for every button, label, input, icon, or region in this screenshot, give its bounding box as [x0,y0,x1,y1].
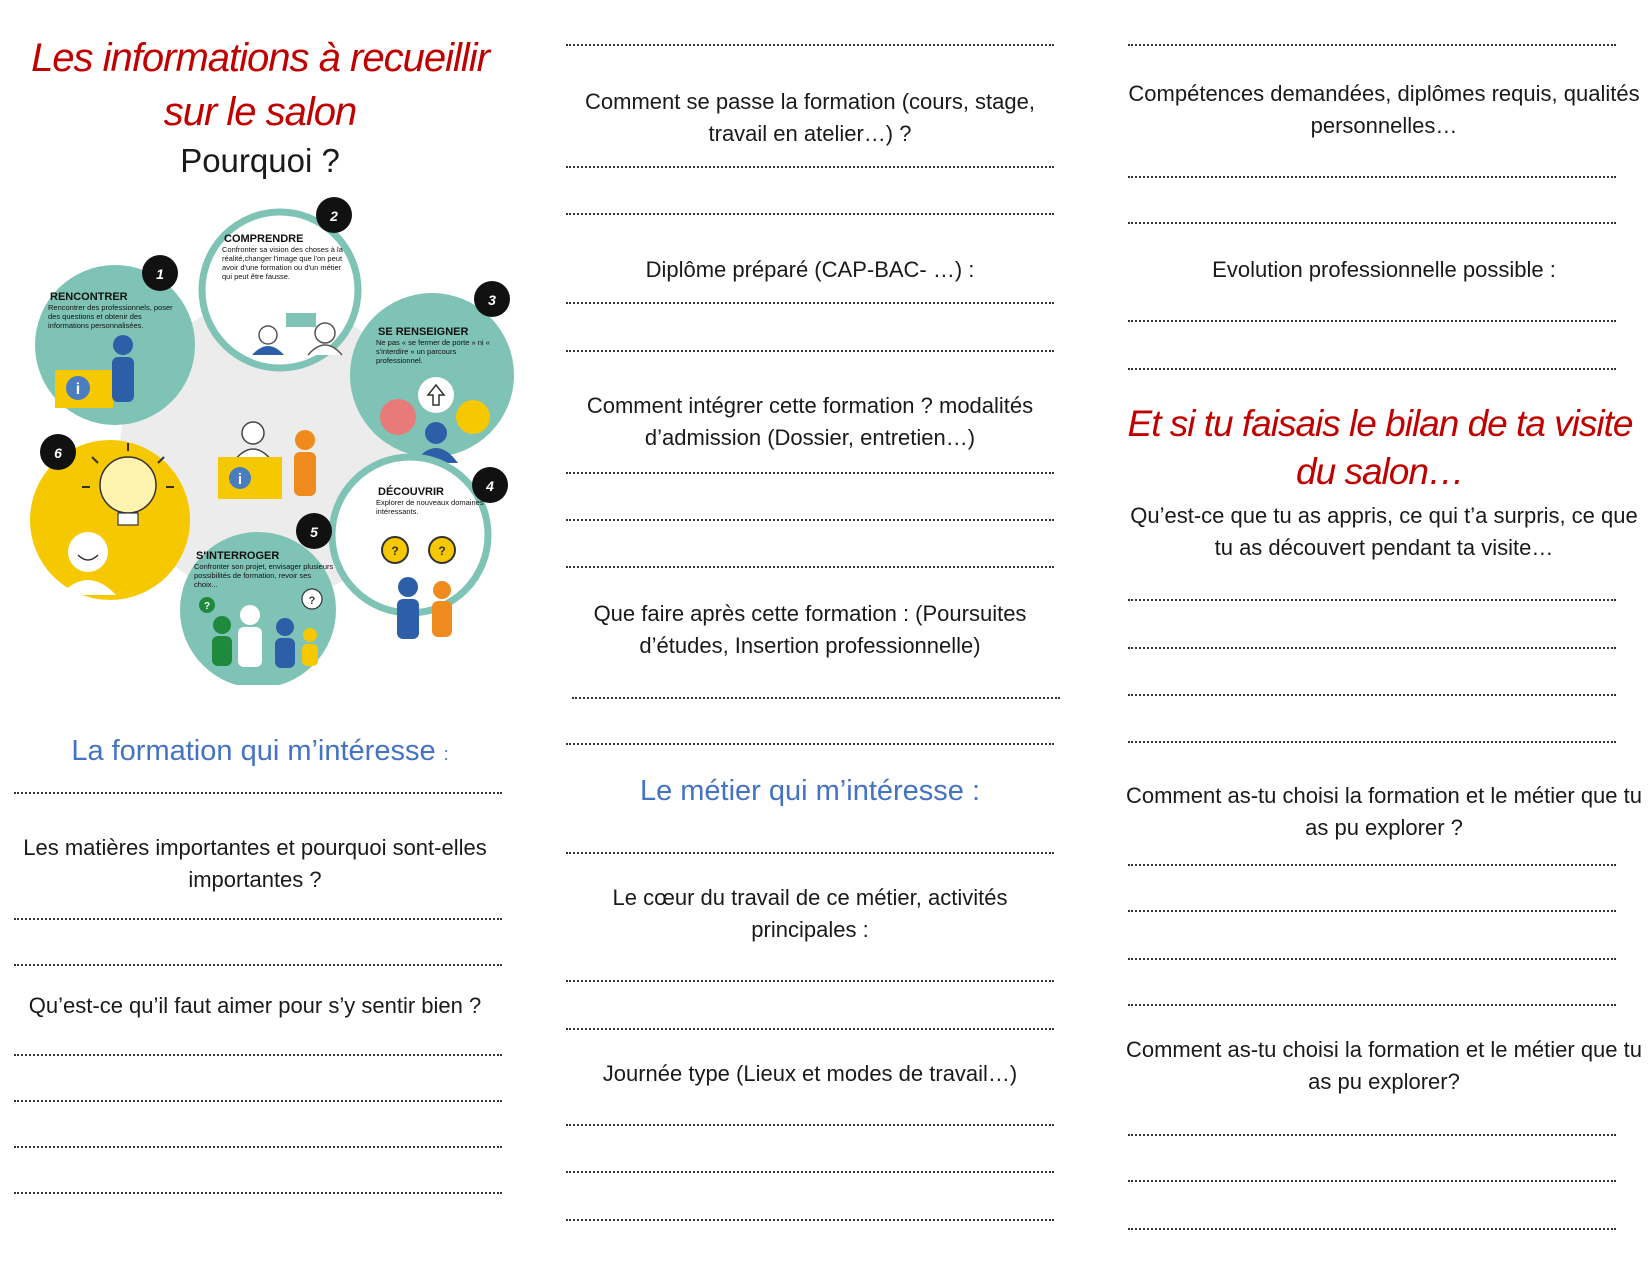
answer-line[interactable] [1128,741,1616,743]
bilan-title [1110,400,1650,496]
question-apres: Que faire après cette formation : (Poursuites d’études, Insertion professionnelle) [593,601,1027,658]
svg-text:?: ? [203,601,211,612]
svg-text:?: ? [391,544,399,558]
answer-line[interactable] [1128,647,1616,649]
bilan-title-line-2: du salon… [1296,451,1464,492]
answer-line[interactable] [1128,958,1616,960]
answer-line[interactable] [1128,176,1616,178]
left-arrow-icon [380,399,416,435]
question-evolution: Evolution professionnelle possible : [1212,257,1556,282]
svg-text:?: ? [308,595,316,607]
svg-text:i: i [237,471,243,488]
answer-line[interactable] [566,566,1054,568]
step-6-number: 6 [54,445,62,461]
answer-line[interactable] [14,1054,502,1056]
question-matieres: Les matières importantes et pourquoi sont-elles importantes ? [23,835,487,892]
lightbulb-icon [100,457,156,513]
answer-line[interactable] [14,918,502,920]
formation-heading [0,735,520,768]
answer-line[interactable] [566,743,1054,745]
blue-person-icon-2 [276,618,294,636]
metier-heading: Le métier qui m’intéresse : [639,775,981,807]
answer-line[interactable] [566,1219,1054,1221]
step-3-title: SE RENSEIGNER [378,326,469,338]
answer-line[interactable] [1128,1134,1616,1136]
svg-text:i: i [75,381,81,398]
answer-line[interactable] [14,1192,502,1194]
answer-line[interactable] [14,1146,502,1148]
step-4-text: Explorer de nouveaux domaines intéressants. [376,498,484,516]
answer-line[interactable] [572,697,1060,699]
step-3-text: Ne pas « se fermer de porte » ni « s'interdire » un parcours professionnel. [376,338,490,365]
question-passe: Comment se passe la formation (cours, stage, travail en atelier…) ? [585,89,1035,146]
up-arrow-icon [418,377,454,413]
answer-line[interactable] [1128,368,1616,370]
answer-line[interactable] [1128,320,1616,322]
step-2-title: COMPRENDRE [224,233,304,245]
center-person-icon [242,422,264,444]
answer-line[interactable] [1128,44,1616,46]
answer-line[interactable] [566,44,1054,46]
answer-line[interactable] [1128,1004,1616,1006]
question-journee: Journée type (Lieux et modes de travail…) [602,1061,1018,1086]
column-3 [1110,0,1650,1275]
yellow-person-icon [303,628,317,642]
step-5-number: 5 [310,524,318,540]
white-person-icon [240,605,260,625]
why-diagram [0,195,520,685]
answer-line[interactable] [566,980,1054,982]
answer-line[interactable] [1128,599,1616,601]
formation-heading-text: La formation qui m’intéresse [71,735,436,767]
answer-line[interactable] [1128,1228,1616,1230]
person-outline-icon-2 [315,323,335,343]
page-title-line-2: sur le salon [163,90,357,134]
answer-line[interactable] [566,1124,1054,1126]
bilan-title-line-1: Et si tu faisais le bilan de ta visite [1127,403,1633,444]
question-integrer: Comment intégrer cette formation ? modalités d’admission (Dossier, entretien…) [586,393,1034,450]
column-2 [560,0,1060,1275]
step-2-number: 2 [330,208,338,224]
answer-line[interactable] [1128,222,1616,224]
question-aimer: Qu’est-ce qu’il faut aimer pour s’y sentir bien ? [28,993,482,1018]
right-arrow-icon [456,400,490,434]
step-5-title: S'INTERROGER [196,550,280,562]
column-1 [0,0,520,1275]
page-title-line-1: Les informations à recueillir [31,36,489,80]
question-choisi-1: Comment as-tu choisi la formation et le métier que tu as pu explorer ? [1125,783,1642,840]
formation-heading-colon: : [443,744,449,764]
smiley-icon [68,532,108,572]
page-title [0,34,520,136]
question-coeur: Le cœur du travail de ce métier, activités principales : [612,885,1008,942]
answer-line[interactable] [566,519,1054,521]
step-2-text: Confronter sa vision des choses à la réalité,changer l'image que l'on peut avoir d'une formation ou d'un métier qui peut être fausse. [222,245,343,281]
answer-line[interactable] [566,852,1054,854]
answer-line[interactable] [14,792,502,794]
question-competences: Compétences demandées, diplômes requis, qualités personnelles… [1128,81,1640,138]
green-person-icon [213,616,231,634]
step-5-text: Confronter son projet, envisager plusieurs possibilités de formation, revoir ses choix... [194,562,334,589]
answer-line[interactable] [1128,910,1616,912]
subtitle: Pourquoi ? [180,142,340,179]
step-1-title: RENCONTRER [50,291,128,303]
answer-line[interactable] [1128,1180,1616,1182]
answer-line[interactable] [566,166,1054,168]
answer-line[interactable] [566,302,1054,304]
question-diplome: Diplôme préparé (CAP-BAC- …) : [645,257,975,282]
step-3-number: 3 [488,292,496,308]
answer-line[interactable] [566,213,1054,215]
orange-person-icon-2 [433,581,451,599]
question-choisi-2: Comment as-tu choisi la formation et le métier que tu as pu explorer? [1125,1037,1642,1094]
answer-line[interactable] [566,350,1054,352]
answer-line[interactable] [14,964,502,966]
blue-person-icon [398,577,418,597]
step-1-text: Rencontrer des professionnels, poser des questions et obtenir des informations personnalisées. [48,303,173,330]
svg-text:?: ? [438,544,446,558]
answer-line[interactable] [14,1100,502,1102]
orange-person-icon [295,430,315,450]
answer-line[interactable] [1128,694,1616,696]
answer-line[interactable] [1128,864,1616,866]
answer-line[interactable] [566,472,1054,474]
step-4-number: 4 [486,478,494,494]
answer-line[interactable] [566,1171,1054,1173]
step-1-number: 1 [156,266,164,282]
step-4-title: DÉCOUVRIR [378,486,445,498]
person-outline-icon [259,326,277,344]
factory-icon [286,313,316,327]
answer-line[interactable] [566,1028,1054,1030]
question-appris: Qu’est-ce que tu as appris, ce qui t’a surpris, ce que tu as découvert pendant ta visite… [1130,503,1638,560]
